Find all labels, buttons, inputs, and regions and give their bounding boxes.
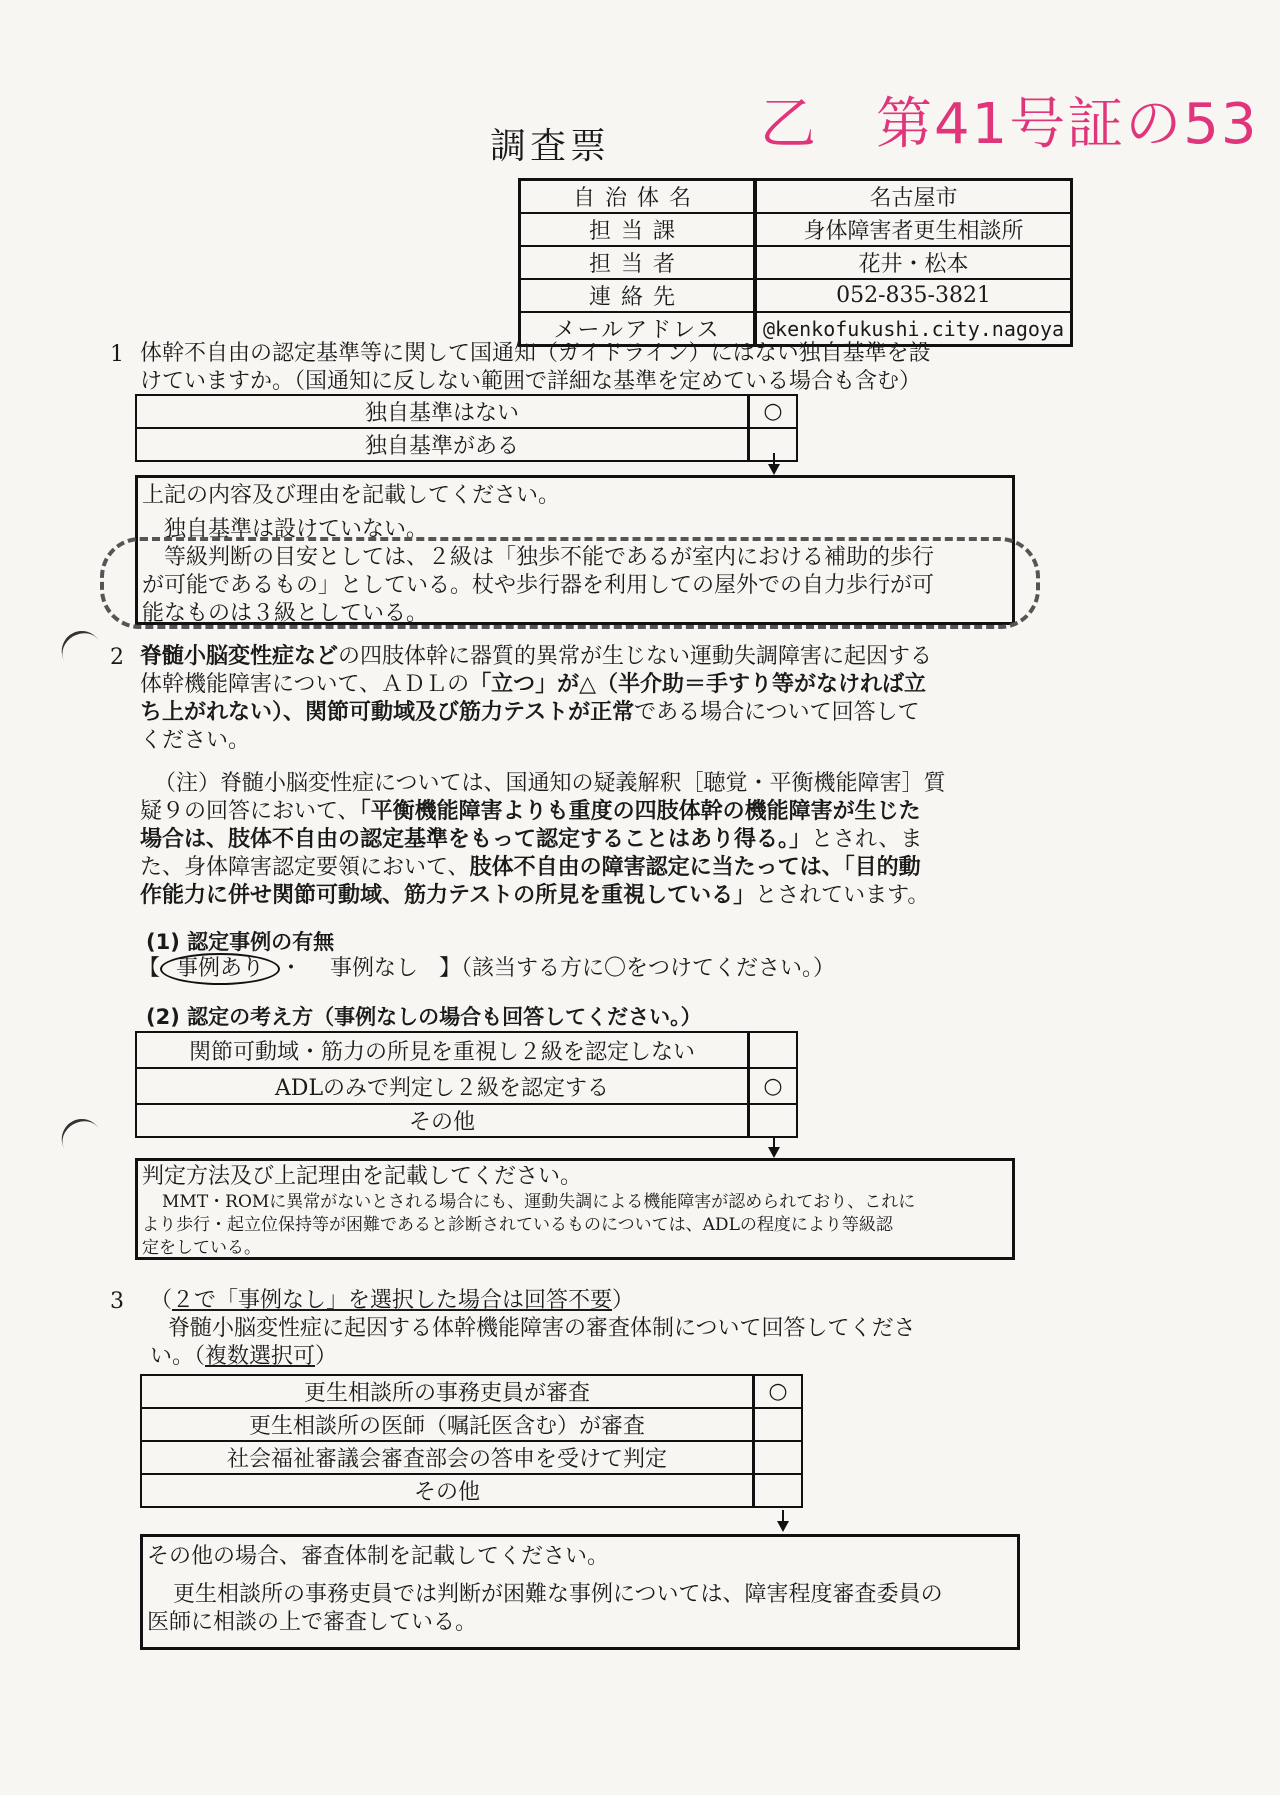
table-row <box>520 180 1072 214</box>
contact-email: @kenkofukushi.city.nagoya <box>755 312 1072 346</box>
option-label: その他 <box>136 1104 749 1137</box>
question-2-note <box>140 770 1020 910</box>
text: い。（ <box>150 1344 206 1369</box>
table-row <box>520 279 1072 312</box>
option-checkbox[interactable] <box>749 1104 798 1137</box>
option-row <box>136 1032 797 1068</box>
contact-value: 名古屋市 <box>755 180 1072 214</box>
arrow-down-icon <box>777 1521 789 1532</box>
note-line: （注）脊髄小脳変性症については、国通知の疑義解釈［聴覚・平衡機能障害］質 <box>154 771 946 796</box>
emphasis-text: 場合は、肢体不自由の認定基準をもって認定することはあり得る。」 <box>140 827 812 852</box>
option-label: 独自基準がある <box>136 428 749 461</box>
text: 体幹機能障害について、ＡＤＬの <box>140 672 470 697</box>
question-3-answer-box <box>140 1534 1020 1650</box>
question-number: 1 <box>110 342 124 367</box>
case-none-option[interactable]: 事例なし <box>330 956 419 981</box>
emphasis-text: 脊髄小脳変性症など <box>140 644 339 669</box>
option-row <box>141 1474 802 1507</box>
instruction-text: 】（該当する方に〇をつけてください。） <box>439 956 836 981</box>
answer-line: 独自基準は設けていない。 <box>164 517 429 542</box>
contact-key: 連絡先 <box>520 279 756 312</box>
option-checkbox[interactable]: ○ <box>749 395 798 428</box>
option-row <box>136 1068 797 1104</box>
table-row <box>520 246 1072 279</box>
bracket: 【 <box>138 956 161 981</box>
contact-key: 担当者 <box>520 246 756 279</box>
box-title: 上記の内容及び理由を記載してください。 <box>142 483 561 508</box>
emphasis-text: ち上がれない）、関節可動域及び筋力テストが正常 <box>140 700 635 725</box>
answer-line: 等級判断の目安としては、２級は「独歩不能であるが室内における補助的歩行 <box>164 545 935 570</box>
answer-line: 医師に相談の上で審査している。 <box>147 1610 478 1635</box>
emphasis-text: 作能力に併せ関節可動域、筋力テストの所見を重視している」 <box>140 883 756 908</box>
option-checkbox[interactable] <box>749 1032 798 1068</box>
contact-value: 花井・松本 <box>755 246 1072 279</box>
option-checkbox[interactable]: ○ <box>749 1068 798 1104</box>
option-checkbox[interactable] <box>754 1408 803 1441</box>
question-text-line: けていますか。（国通知に反しない範囲で詳細な基準を定めている場合も含む） <box>140 369 922 394</box>
condition-text: ２で「事例なし」を選択した場合は回答不要 <box>172 1288 613 1313</box>
contact-table <box>518 178 1073 347</box>
text: とされ、ま <box>811 827 923 852</box>
page-title: 調査票 <box>490 126 611 167</box>
option-label: その他 <box>141 1474 754 1507</box>
arrow-down-icon <box>768 1147 780 1158</box>
subsection-title: (2) 認定の考え方（事例なしの場合も回答してください。） <box>146 1005 702 1029</box>
question-number: 3 <box>110 1289 124 1314</box>
answer-line: MMT・ROMに異常がないとされる場合にも、運動失調による機能障害が認められており、これに <box>162 1192 916 1212</box>
condition-text: 複数選択可 <box>205 1344 316 1369</box>
option-row <box>136 428 797 461</box>
punch-hole-mark <box>54 1112 101 1154</box>
text: の四肢体幹に器質的異常が生じない運動失調障害に起因する <box>338 644 933 669</box>
option-checkbox[interactable] <box>754 1474 803 1507</box>
question-3-text <box>150 1287 1020 1371</box>
case-exists-option[interactable]: 事例あり <box>160 953 280 985</box>
text: とされています。 <box>755 883 930 908</box>
question-number: 2 <box>110 645 124 670</box>
highlight-dashed-outline <box>100 537 1040 629</box>
answer-line: より歩行・起立位保持等が困難であると診断されているものについては、ADLの程度により等級認 <box>142 1215 893 1235</box>
punch-hole-mark <box>54 624 101 666</box>
option-checkbox[interactable]: ○ <box>754 1375 803 1408</box>
answer-line: 更生相談所の事務吏員では判断が困難な事例については、障害程度審査委員の <box>173 1582 943 1607</box>
option-row <box>141 1408 802 1441</box>
question-2-text <box>140 643 1020 755</box>
option-label: 更生相談所の医師（嘱託医含む）が審査 <box>141 1408 754 1441</box>
separator: ・ <box>280 956 303 981</box>
exhibit-stamp: 乙 第41号証の53 <box>760 92 1259 157</box>
option-label: 社会福祉審議会審査部会の答申を受けて判定 <box>141 1441 754 1474</box>
option-row <box>136 1104 797 1137</box>
text: 疑９の回答において、 <box>140 799 360 824</box>
option-row <box>141 1441 802 1474</box>
subsection-title: (1) 認定事例の有無 <box>146 930 335 954</box>
text: た、身体障害認定要領において、 <box>140 855 470 880</box>
table-row <box>520 213 1072 246</box>
answer-line: が可能であるもの」としている。杖や歩行器を利用しての屋外での自力歩行が可 <box>142 573 935 598</box>
case-choice-line <box>138 953 835 985</box>
question-text-line: 体幹不自由の認定基準等に関して国通知（ガイドライン）にはない独自基準を設 <box>140 341 931 366</box>
box-title: その他の場合、審査体制を記載してください。 <box>147 1544 610 1569</box>
option-row <box>141 1375 802 1408</box>
option-label: 更生相談所の事務吏員が審査 <box>141 1375 754 1408</box>
contact-key: 担当課 <box>520 213 756 246</box>
contact-value: 身体障害者更生相談所 <box>755 213 1072 246</box>
text: ） <box>612 1288 635 1313</box>
question-text-line: 脊髄小脳変性症に起因する体幹機能障害の審査体制について回答してくださ <box>168 1316 916 1341</box>
option-row <box>136 395 797 428</box>
question-3-options <box>140 1374 803 1508</box>
contact-key: メールアドレス <box>520 312 756 346</box>
answer-line: 能なものは３級としている。 <box>142 601 429 626</box>
option-label: ADLのみで判定し２級を認定する <box>136 1068 749 1104</box>
emphasis-text: 「平衡機能障害よりも重度の四肢体幹の機能障害が生じた <box>359 799 921 824</box>
text: （ <box>150 1288 173 1313</box>
text: である場合について回答して <box>634 700 920 725</box>
question-1-options <box>135 394 798 462</box>
question-1-text <box>140 340 1020 396</box>
text: ください。 <box>140 728 251 753</box>
box-title: 判定方法及び上記理由を記載してください。 <box>142 1164 583 1189</box>
emphasis-text: 「立つ」が△（半介助＝手すり等がなければ立 <box>469 672 927 697</box>
option-label: 独自基準はない <box>136 395 749 428</box>
arrow-down-icon <box>768 464 780 475</box>
question-2-options <box>135 1031 798 1138</box>
emphasis-text: 肢体不自由の障害認定に当たっては、「目的動 <box>469 855 921 880</box>
text: ） <box>315 1344 338 1369</box>
contact-key: 自治体名 <box>520 180 756 214</box>
contact-value: 052-835-3821 <box>755 279 1072 312</box>
answer-line: 定をしている。 <box>142 1238 261 1258</box>
option-label: 関節可動域・筋力の所見を重視し２級を認定しない <box>136 1032 749 1068</box>
option-checkbox[interactable] <box>754 1441 803 1474</box>
question-2-answer-box <box>135 1158 1015 1260</box>
